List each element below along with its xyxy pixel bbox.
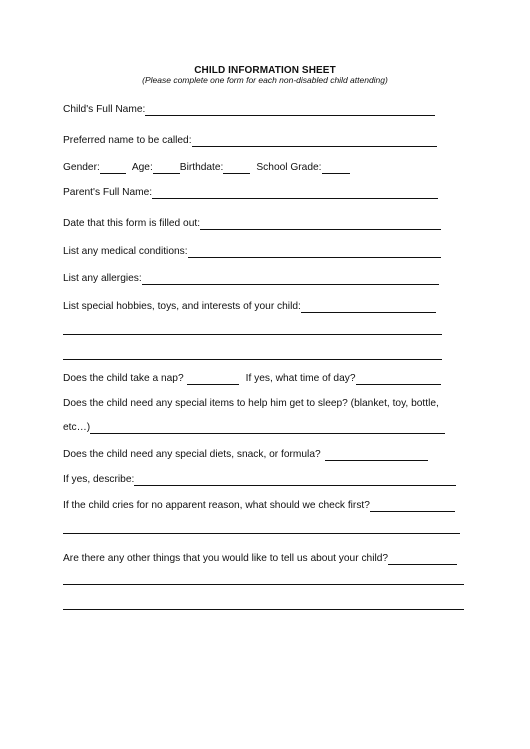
school-grade-field[interactable] bbox=[322, 162, 350, 174]
cries-row bbox=[63, 500, 455, 512]
sleep-items-field[interactable] bbox=[90, 422, 445, 434]
sleep-items-cont-row bbox=[63, 422, 445, 434]
school-grade-label: School Grade: bbox=[256, 162, 322, 173]
describe-field[interactable] bbox=[134, 474, 456, 486]
full-name-label: Child's Full Name: bbox=[63, 104, 146, 115]
cries-field[interactable] bbox=[370, 500, 455, 512]
cries-extra-line[interactable] bbox=[63, 533, 460, 534]
medical-conditions-label: List any medical conditions: bbox=[63, 246, 188, 257]
date-filled-field[interactable] bbox=[200, 218, 441, 230]
nap-row bbox=[63, 373, 441, 385]
allergies-label: List any allergies: bbox=[63, 273, 142, 284]
other-extra-line-2[interactable] bbox=[63, 609, 464, 610]
describe-label: If yes, describe: bbox=[63, 474, 135, 485]
birthdate-label: Birthdate: bbox=[179, 162, 224, 173]
birthdate-field[interactable] bbox=[223, 162, 250, 174]
special-diets-field[interactable] bbox=[325, 449, 428, 461]
nap-time-label: If yes, what time of day? bbox=[245, 373, 356, 384]
date-filled-row bbox=[63, 218, 441, 230]
cries-label: If the child cries for no apparent reason, what should we check first? bbox=[63, 500, 370, 511]
other-row bbox=[63, 553, 457, 565]
hobbies-extra-line-1[interactable] bbox=[63, 334, 442, 335]
sleep-items-cont-label: etc…) bbox=[63, 422, 91, 433]
other-extra-line-1[interactable] bbox=[63, 584, 464, 585]
preferred-name-field[interactable] bbox=[192, 135, 437, 147]
medical-conditions-field[interactable] bbox=[188, 246, 441, 258]
nap-time-field[interactable] bbox=[356, 373, 441, 385]
hobbies-label: List special hobbies, toys, and interests of your child: bbox=[63, 301, 301, 312]
parent-name-label: Parent's Full Name: bbox=[63, 187, 153, 198]
parent-name-row bbox=[63, 187, 438, 199]
special-diets-row bbox=[63, 449, 428, 461]
demographics-row bbox=[63, 162, 350, 174]
special-diets-label: Does the child need any special diets, snack, or formula? bbox=[63, 449, 321, 460]
parent-name-field[interactable] bbox=[152, 187, 438, 199]
allergies-field[interactable] bbox=[142, 273, 439, 285]
sleep-items-row bbox=[63, 398, 439, 410]
gender-field[interactable] bbox=[100, 162, 126, 174]
preferred-name-label: Preferred name to be called: bbox=[63, 135, 192, 146]
form-title: CHILD INFORMATION SHEET bbox=[194, 65, 336, 76]
form-subtitle: (Please complete one form for each non-disabled child attending) bbox=[142, 75, 388, 85]
age-label: Age: bbox=[131, 162, 153, 173]
gender-label: Gender: bbox=[63, 162, 100, 173]
nap-label: Does the child take a nap? bbox=[63, 373, 184, 384]
hobbies-field[interactable] bbox=[301, 301, 436, 313]
hobbies-row bbox=[63, 301, 436, 313]
other-label: Are there any other things that you would like to tell us about your child? bbox=[63, 553, 389, 564]
age-field[interactable] bbox=[153, 162, 180, 174]
hobbies-extra-line-2[interactable] bbox=[63, 359, 442, 360]
preferred-name-row bbox=[63, 135, 437, 147]
describe-row bbox=[63, 474, 456, 486]
medical-conditions-row bbox=[63, 246, 441, 258]
full-name-row bbox=[63, 104, 435, 116]
nap-field[interactable] bbox=[187, 373, 239, 385]
sleep-items-label: Does the child need any special items to help him get to sleep? (blanket, toy, bottle, bbox=[63, 398, 439, 409]
full-name-field[interactable] bbox=[145, 104, 435, 116]
other-field[interactable] bbox=[388, 553, 457, 565]
allergies-row bbox=[63, 273, 439, 285]
date-filled-label: Date that this form is filled out: bbox=[63, 218, 201, 229]
